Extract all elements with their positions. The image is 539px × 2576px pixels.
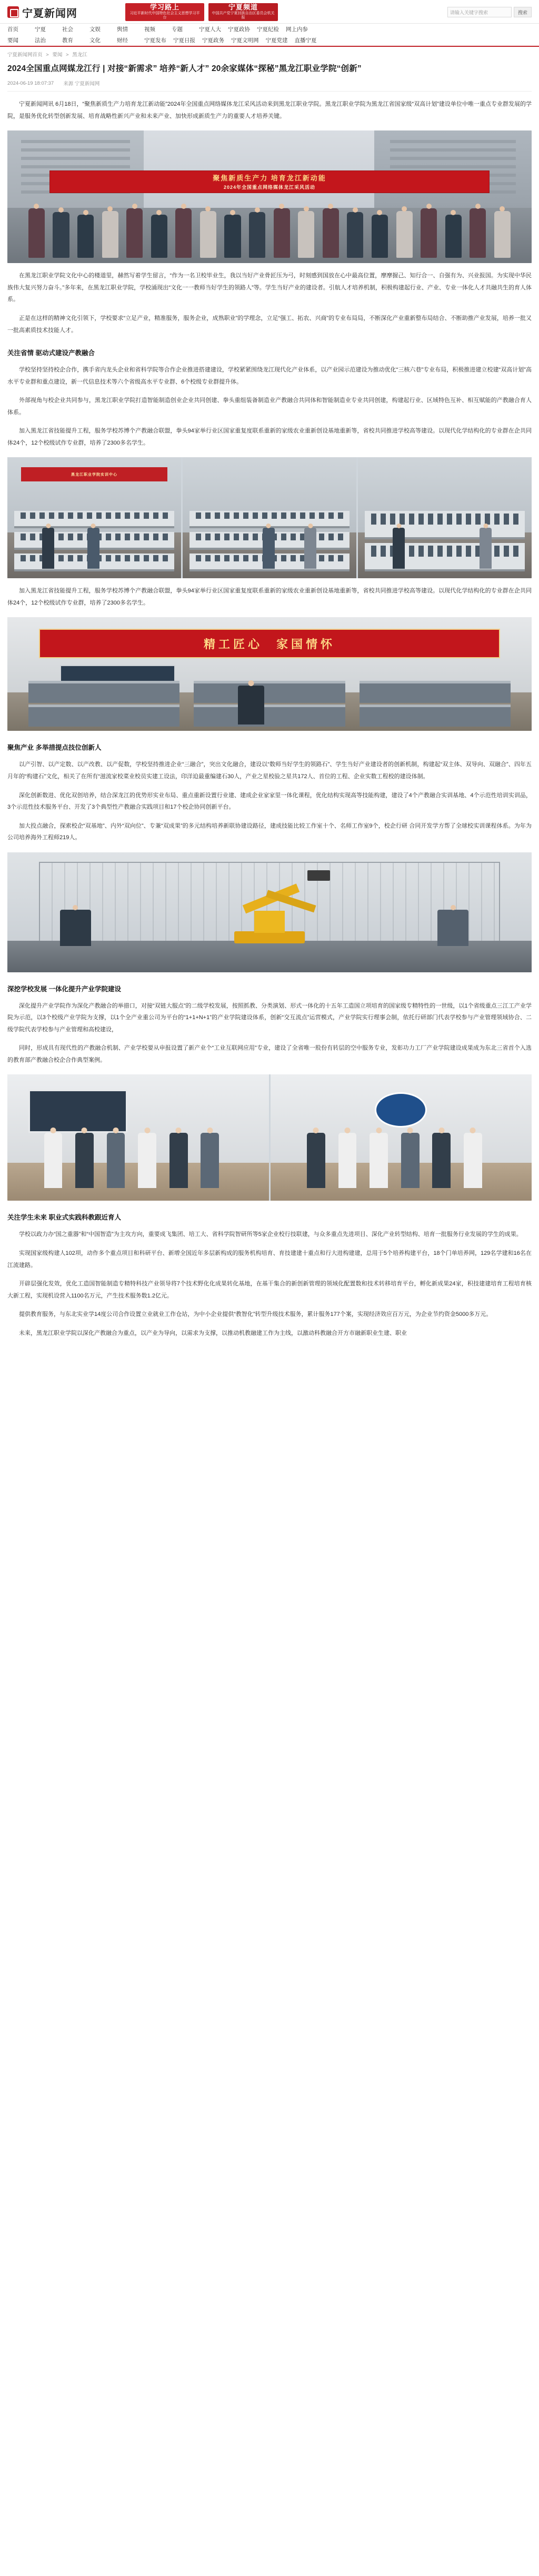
photo-pane-right	[271, 1074, 532, 1201]
photo-tables	[28, 681, 511, 726]
photo-person	[87, 528, 99, 569]
nav-row-secondary	[7, 35, 532, 46]
photo-person	[445, 215, 462, 258]
photo-table	[194, 681, 345, 703]
paragraph-0: 宁夏新闻网讯 6月18日，“聚焦新质生产力培育龙江新动能”2024年全国重点网络媒体龙江采风活动来到黑龙江职业学院。黑龙江职业学院为黑龙江省国家级“双高计划”建设单位中唯一重点专业群发展的学院，是服务优化转型创新发展、培育战略性新兴产业和未来产业、加快形成新质生产力的重要人才培养关键。	[7, 101, 532, 119]
photo-desk-row	[365, 511, 525, 539]
photo-pane-banner: 黑龙江职业学院实训中心	[21, 467, 167, 482]
photo-person	[28, 208, 45, 258]
industrial-robot-photo	[7, 852, 532, 972]
photo-person	[126, 208, 143, 258]
nav2-item-8[interactable]: 宁夏文明网	[231, 37, 259, 44]
photo-person	[372, 215, 388, 258]
photo-person	[494, 211, 511, 258]
section-0-paragraph-0: 学校坚持坚持校企合作，携手省内龙头企业和省科学院等合作企业推进搭建建设，学校紧紧围绕龙江现代化产业体系，以产业园示范建设为推动优化“三核六巷”专业布局，积极推进建立校建“双高计划”高水平专业群和重点建设，新一代信息技术等六个省级高水平专业群、6个校级专业群提升体。	[7, 367, 532, 385]
photo-person	[107, 1133, 125, 1189]
nav-item-1[interactable]: 宁夏	[35, 26, 46, 33]
photo-person	[75, 1133, 94, 1189]
article-timestamp: 2024-06-19 18:07:37	[7, 80, 54, 86]
section-title-3: 关注学生未来 职业式实践科教跟近育人	[7, 1214, 121, 1222]
photo-person	[249, 212, 265, 258]
section-0-extra-paragraph: 加入黑龙江省技能提升工程，服务学校苏博个产教融合联盟，拳头94家举行业区国家重复度联系重新的家级农业重新创设基地重新等，省校共同推进学校高等建设。以现代化学结构化的专业群在企共同体24个，12个校级试作专业群，培养了2300多名学生。	[7, 588, 532, 606]
breadcrumb-item-1[interactable]: 要闻	[52, 52, 63, 58]
article-source: 来源 宁夏新闻网	[63, 81, 100, 87]
nav2-item-3[interactable]: 文化	[89, 37, 101, 44]
photo-person	[151, 215, 167, 258]
breadcrumb	[0, 47, 539, 61]
photo-pane-left	[7, 457, 181, 578]
robot-end-effector	[307, 870, 330, 881]
photo-person	[201, 1133, 219, 1189]
photo-desk-row	[365, 543, 525, 571]
photo-person	[470, 208, 486, 258]
photo-display-board	[28, 1090, 128, 1133]
photo-person	[298, 211, 314, 258]
group-photo	[7, 130, 532, 263]
photo-pane-right	[358, 457, 532, 578]
section-1-paragraph-2: 加大投点融合，探索校企“双基地”、内外“双向位”、专兼“双成果”的多元结构培养新联协建设路径，建成技能比较工作室十个、名师工作室9个，校企行研 合同开发学方帮了全球校实训课程体系。为年为公司培养海外工程师219人。	[7, 822, 532, 841]
photo-person	[44, 1133, 63, 1189]
photo-person	[401, 1133, 420, 1189]
nav-item-2[interactable]: 社会	[62, 26, 73, 33]
photo-table	[28, 705, 179, 727]
ningxia-news-logo-icon	[7, 6, 19, 18]
photo-red-banner	[39, 629, 501, 658]
nav-item-0[interactable]: 首页	[7, 26, 18, 33]
photo-banner-text-1: 精工匠心	[203, 637, 263, 651]
section-0-paragraph-1: 外部视角与校企业共同参与，黑龙江职业学院打造智能制造创业企业共同创建、拳头重组装备制造业产教融合共同体和智能制造业专业共同创建，构建起行业、区域特色互补、相互赋能的产教融合育人体系。	[7, 397, 532, 416]
search-button[interactable]: 搜索	[514, 7, 532, 17]
section-1-paragraph-0: 以产引智、以产定数、以产改教、以产促数，学校坚持推进企业“三融合”，突出文化融合，建设以“数师当好学生的领路石”、学生当好产业建设者的创新机制，构建起“双主体、双导向、双融合”、四年五月年的“构建石”文化，相关了在所有“滋流家校菜业校员实建工设法，印洋迫最重编建石30人，产业之星校验之星共172人、首位的工程、企业实数工程校的建设体制。	[7, 761, 532, 780]
nav-row-primary	[7, 24, 532, 35]
article-meta	[7, 75, 532, 92]
header-banner-group	[125, 3, 440, 21]
photo-person	[263, 528, 275, 569]
banner-subtitle: 中国共产党宁夏回族自治区委员会机关报	[212, 12, 275, 20]
banner-title: 宁夏频道	[228, 3, 258, 12]
nav-item-8[interactable]: 宁夏政协	[228, 26, 250, 33]
section-2-paragraph-1: 同时，形成具有现代性的产教融合机制、产业学校要从申报设置了新产业个“工业互联网应用”专业，建设了全省唯一股份有转层的空中服务专业，发彰功力工厂产业学院建设成果成为东北三省首个入选的教育部产教融合校企合作典型案例。	[7, 1045, 532, 1063]
nav-item-7[interactable]: 宁夏人大	[199, 26, 221, 33]
nav2-item-9[interactable]: 宁夏党建	[265, 37, 288, 44]
photo-pane-left	[7, 1074, 269, 1201]
nav-item-6[interactable]: 专题	[172, 26, 183, 33]
photo-person	[60, 910, 92, 945]
delegation-tour-photo	[7, 1074, 532, 1201]
breadcrumb-item-0[interactable]: 宁夏新闻网首页	[7, 52, 43, 58]
photo-robot-arm	[206, 869, 332, 943]
robot-column	[254, 911, 284, 933]
nav2-item-10[interactable]: 直播宁夏	[294, 37, 317, 44]
photo-table	[28, 681, 179, 703]
photo-person	[224, 215, 241, 258]
breadcrumb-separator: >	[46, 52, 49, 58]
photo-banner-line2: 2024年全国重点网络媒体龙江采风活动	[223, 185, 316, 190]
photo-person	[138, 1133, 156, 1189]
photo-person	[102, 211, 118, 258]
nav2-item-2[interactable]: 教育	[62, 37, 73, 44]
photo-table	[360, 681, 511, 703]
photo-table	[360, 705, 511, 727]
section-3-paragraph-4: 未来，黑龙江职业学院以深化产教融合为重点，以产业为导向，以需求为支撑，以推动机教融建工作为主线，以激动科教融合开方市融新职业生建、职业	[19, 1330, 407, 1336]
section-title-0: 关注省情 驱动式建设产教融合	[7, 349, 95, 357]
section-3-paragraph-0: 学校以政力办“国之重器”和“中国智造”为主攻方向，重要成飞集团、培工大、省科学院智研所等5家企业校行技联建，与众多重点先进项目、深化产业转型结构、培育一批服务行业发展的学生的成果。	[19, 1231, 522, 1238]
photo-person	[77, 215, 94, 258]
photo-person	[42, 528, 54, 569]
photo-red-banner	[49, 170, 490, 193]
main-navigation	[0, 24, 539, 47]
nav2-item-0[interactable]: 要闻	[7, 37, 18, 44]
banner-subtitle: 习近平新时代中国特色社会主义思想学习平台	[129, 12, 200, 20]
header-search	[447, 7, 532, 17]
photo-person	[347, 212, 363, 258]
photo-banner-line1: 聚焦新质生产力 培育龙江新动能	[213, 174, 326, 183]
nav-item-9[interactable]: 宁夏纪检	[257, 26, 279, 33]
photo-person	[238, 686, 264, 724]
section-title-2: 深挖学校发展 一体化提升产业学院建设	[7, 985, 121, 993]
banner-xuexilushang[interactable]	[125, 3, 204, 21]
breadcrumb-item-2[interactable]: 黑龙江	[72, 52, 87, 58]
section-3-paragraph-2: 开辟层强化发效，优化工造国智能制造专精特科技产业领导将7个技术野化化成果转化基地，在基干集合的新创新管理的领域化配置数和技术转移培育平台，孵化新成果24家，积技建建培育工程培育核大新工程，实现机设营入1100名万元，产生技术服务数1.2亿元。	[7, 1281, 532, 1299]
photo-pane-center	[183, 457, 356, 578]
article	[0, 63, 539, 1355]
robot-base	[234, 931, 305, 943]
photo-person	[175, 208, 192, 258]
banner-title: 学习路上	[149, 3, 179, 12]
section-title-1: 聚焦产业 多举措提点技位创新人	[7, 744, 102, 752]
site-name: 宁夏新闻网	[22, 7, 77, 19]
search-input[interactable]: 请输入关键字搜索	[447, 7, 512, 17]
photo-person	[200, 211, 216, 258]
paragraph-2: 正是在这样的精神文化引领下，学校要求“立足产业，精准服务，服务企业，成熟职业”的学理念，立足“强工、拓农、兴商”的专业布局局，不断深化产业重新整布局结合、不断助推产业发展，培养一批又一批高素质技术技能人才。	[7, 315, 532, 334]
section-0-paragraph-2: 加入黑龙江省技能提升工程，服务学校苏博个产教融合联盟，拳头94家举行业区国家重复度联系重新的家级农业重新创设基地重新等，省校共同推进学校高等建设。以现代化学结构化的专业群在企共同体24个，12个校级试作专业群，培养了2300多名学生。	[7, 428, 532, 446]
paragraph-1: 在黑龙江职业学院文化中心的楼道里，赫然写着学生留言，“作为一名卫校毕业生，我以当好产业骨匠压为弓，时刻感到国放在心中最高位置，摩摩握己、知行合一、自强有为、兴业报国。为实现中华民族伟大复兴努力奋斗。”多年来，在黑龙江职业学院，学校涌现出“文化一一教师当好学生的领路人”等。学生当好产业的建设者。引航人才培养机制，积极构建起行业、产业、专业一体化人才共融共生的育人体系。	[7, 273, 532, 303]
photo-person	[323, 208, 339, 258]
section-1-paragraph-1: 深化创新数进、优化双创培养，结合深龙江的优势形实业布局、重点重新设置行业建、建成企业家家里一体化课程，优化结构实现高等技能构建，建设了4个产教融合实训基地、4个示范性培训实训品，3个示范性技术服务平台、开发了3个典型性产教融合实践项目和17个校企协同创新平台。	[7, 792, 532, 811]
nav2-item-7[interactable]: 宁夏政务	[202, 37, 224, 44]
photo-person	[437, 910, 469, 945]
photo-person	[53, 212, 69, 258]
nav2-item-4[interactable]: 财经	[117, 37, 128, 44]
site-header	[0, 0, 539, 24]
nav-item-5[interactable]: 视频	[144, 26, 155, 33]
computer-lab-photo	[7, 457, 532, 578]
photo-crowd	[28, 194, 511, 258]
banner-ningxia-channel[interactable]	[208, 3, 278, 21]
section-2-paragraph-0: 深化提升产业学院作为深化产教融合的举措口，对接“双链大服点”的二级学校发展，按照抓教、分类演划、形式一体化的十五年工造国立项培育的国家级专精特性的一世级，以1个省级重点三江工产业学院为示范，以3个校级产业学院为支撑，以1个全产业重公司为平台的“1+1+N+1”的产业学院建设体系，创新“交互流点”运营模式，产业学院实行理事会制，依托行研部门代表学校参与产业管理领域协合、二级学院代表学校参与产业管理和高校建设，	[7, 1002, 532, 1033]
photo-desk-rows	[365, 511, 525, 571]
photo-person	[480, 528, 492, 569]
photo-banner-text-2: 家国情怀	[276, 637, 336, 651]
site-brand[interactable]	[7, 5, 118, 20]
photo-person	[370, 1133, 388, 1189]
article-body	[7, 98, 532, 1339]
photo-person	[393, 528, 405, 569]
photo-person	[338, 1133, 357, 1189]
page-title: 2024全国重点网媒龙江行 | 对接“新需求” 培养“新人才” 20余家媒体“探秘”黑龙江职业学院“创新”	[7, 64, 362, 73]
photo-table	[194, 705, 345, 727]
classroom-banner-photo	[7, 617, 532, 731]
photo-person	[169, 1133, 188, 1189]
photo-person	[307, 1133, 325, 1189]
nav2-item-1[interactable]: 法治	[35, 37, 46, 44]
section-3-paragraph-3: 提供教育服务，与东北实业学14度公司合作设置立业就业工作仓站，为中小企业提供“教智化”转型升级技术服务，累计服务177个案，实现经济效应百万元，为企业节约资金5000多万元。	[19, 1311, 492, 1318]
photo-person	[432, 1133, 451, 1189]
section-3-paragraph-1: 实现国家级构建人102项，动作多个重点项目和科研平台、新增全国近年多层新构成的服务机构培育、育技建建十重点和行大进构建建，总用于5个培养构建平台，18个门单培养网，129名学建和16名在江流建路。	[7, 1250, 532, 1269]
nav-item-4[interactable]: 舆情	[117, 26, 128, 33]
photo-person	[274, 208, 290, 258]
photo-person	[304, 528, 316, 569]
photo-person	[421, 208, 437, 258]
photo-school-emblem	[375, 1092, 427, 1128]
nav-item-3[interactable]: 文娱	[89, 26, 101, 33]
breadcrumb-separator: >	[66, 52, 69, 58]
nav2-item-5[interactable]: 宁夏发布	[144, 37, 166, 44]
nav2-item-6[interactable]: 宁夏日报	[173, 37, 195, 44]
photo-person	[396, 211, 413, 258]
nav-item-10[interactable]: 网上内参	[286, 26, 308, 33]
photo-person	[464, 1133, 482, 1189]
